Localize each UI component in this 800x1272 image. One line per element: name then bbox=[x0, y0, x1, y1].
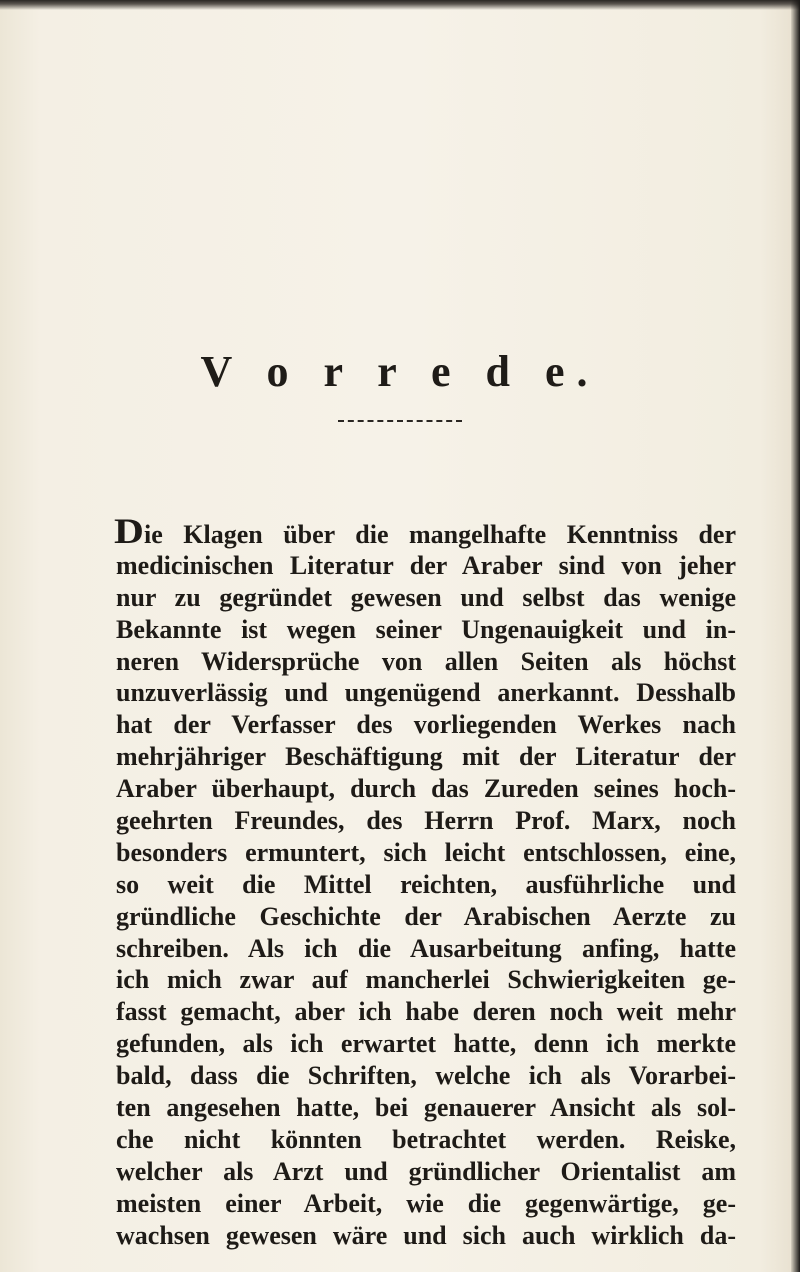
text-line-5: neren Widersprüche von allen Seiten als höchst bbox=[116, 646, 736, 676]
text-line-22: meisten einer Arbeit, wie die gegenwärtige, ge- bbox=[116, 1188, 736, 1218]
text-line-20: che nicht könnten betrachtet werden. Reiske, bbox=[116, 1124, 736, 1154]
text-line-2: medicinischen Literatur der Araber sind von jeher bbox=[116, 550, 736, 580]
text-line-12: so weit die Mittel reichten, ausführliche und bbox=[116, 869, 736, 899]
text-line-1: Die Klagen über die mangelhafte Kenntniss der bbox=[114, 511, 736, 551]
preface-body bbox=[114, 511, 736, 1251]
text-line-10: geehrten Freundes, des Herrn Prof. Marx, noch bbox=[116, 806, 736, 836]
text-line-16: fasst gemacht, aber ich habe deren noch weit mehr bbox=[116, 997, 736, 1027]
text-line-17: gefunden, als ich erwartet hatte, denn ich merkte bbox=[116, 1029, 736, 1059]
text-line-15: ich mich zwar auf mancherlei Schwierigkeiten ge- bbox=[116, 965, 736, 995]
text-line-14: schreiben. Als ich die Ausarbeitung anfing, hatte bbox=[116, 933, 736, 963]
text-line-19: ten angesehen hatte, bei genauerer Ansicht als sol- bbox=[116, 1093, 736, 1123]
drop-cap: D bbox=[114, 511, 144, 551]
text-line-11: besonders ermuntert, sich leicht entschlossen, eine, bbox=[116, 837, 736, 867]
text-line-7: hat der Verfasser des vorliegenden Werkes nach bbox=[116, 710, 736, 740]
text-line-4: Bekannte ist wegen seiner Ungenauigkeit und in- bbox=[116, 614, 736, 644]
text-line-3: nur zu gegründet gewesen und selbst das wenige bbox=[116, 582, 736, 612]
page-title: V o r r e d e. bbox=[200, 347, 600, 396]
page-binding-edge bbox=[791, 0, 800, 1272]
text-line-9: Araber überhaupt, durch das Zureden seines hoch- bbox=[116, 774, 736, 804]
text-line-13: gründliche Geschichte der Arabischen Aerzte zu bbox=[116, 901, 736, 931]
text-line-21: welcher als Arzt und gründlicher Orientalist am bbox=[116, 1156, 736, 1186]
text-line-23: wachsen gewesen wäre und sich auch wirklich da- bbox=[116, 1220, 736, 1250]
text-line-8: mehrjähriger Beschäftigung mit der Literatur der bbox=[116, 742, 736, 772]
title-underline bbox=[338, 420, 462, 422]
text-line-18: bald, dass die Schriften, welche ich als Vorarbei- bbox=[116, 1061, 736, 1091]
page-top-shadow bbox=[0, 0, 800, 10]
text-line-6: unzuverlässig und ungenügend anerkannt. Desshalb bbox=[116, 678, 736, 708]
